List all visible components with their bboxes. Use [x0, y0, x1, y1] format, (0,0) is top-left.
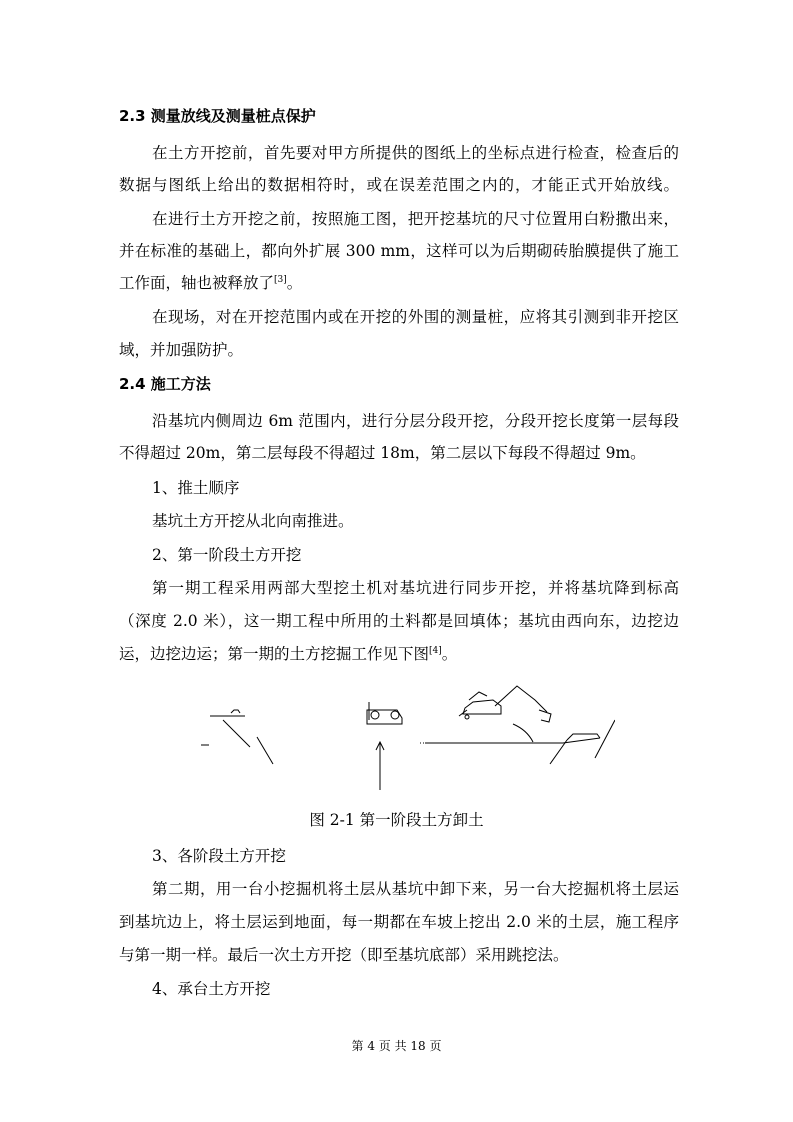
list-item-title: 3、各阶段土方开挖: [152, 847, 286, 865]
paragraph-line: 沿基坑内侧周边 6m 范围内，进行分层分段开挖，分段开挖长度第一层每段: [152, 412, 679, 430]
list-item-title: 1、推土顺序: [152, 479, 240, 497]
slope-line: [223, 720, 250, 747]
citation-ref: [3]: [274, 275, 287, 285]
figure-caption: 图 2-1 第一阶段土方卸土: [309, 811, 484, 829]
earthwork-figure: [195, 680, 615, 798]
paragraph-line: 在土方开挖前，首先要对甲方所提供的图纸上的坐标点进行检查，检查后的: [152, 144, 679, 162]
section-heading-2-4: 2.4 施工方法: [119, 375, 211, 393]
list-item-title: 4、承台土方开挖: [152, 980, 271, 998]
citation-ref: [4]: [429, 646, 442, 656]
dump-truck-icon: [367, 702, 402, 724]
paragraph-line: [119, 644, 679, 664]
paragraph-line: [119, 273, 679, 293]
survey-mark-icon: [231, 710, 240, 713]
slope-line-right: [595, 720, 615, 758]
section-heading-2-3: 2.3 测量放线及测量桩点保护: [119, 107, 316, 125]
paragraph-line: 并在标准的基础上，都向外扩展 300 mm，这样可以为后期砌砖胎膜提供了施工: [119, 242, 679, 260]
paragraph-line: 在进行土方开挖之前，按照施工图，把开挖基坑的尺寸位置用白粉撒出来，: [152, 210, 679, 228]
arrow-up-icon: [376, 742, 384, 790]
paragraph-line: 在现场，对在开挖范围内或在开挖的外围的测量桩，应将其引测到非开挖区: [152, 308, 679, 326]
paragraph-line: 数据与图纸上给出的数据相符时，或在误差范围之内的，才能正式开始放线。: [119, 176, 679, 194]
list-item-title: 2、第一阶段土方开挖: [152, 546, 302, 564]
paragraph-text: 运，边挖边运；第一期的土方挖掘工作见下图: [119, 645, 430, 663]
paragraph-text: 工作面，轴也被释放了: [119, 274, 275, 292]
paragraph-line: 与第一期一样。最后一次土方开挖（即至基坑底部）采用跳挖法。: [119, 946, 569, 964]
paragraph-line: （深度 2.0 米），这一期工程中所用的土料都是回填体；基坑由西向东，边挖边: [119, 612, 679, 630]
paragraph-line: 第二期，用一台小挖掘机将土层从基坑中卸下来，另一台大挖掘机将土层运: [152, 880, 679, 898]
paragraph-line: 基坑土方开挖从北向南推进。: [152, 512, 354, 530]
slope-line: [257, 737, 273, 764]
dig-arc: [513, 724, 533, 742]
paragraph-text: 。: [286, 274, 303, 292]
paragraph-text: 。: [441, 645, 458, 663]
paragraph-line: 不得超过 20m，第二层每段不得超过 18m，第二层以下每段不得超过 9m。: [119, 444, 646, 462]
page-footer: 第 4 页 共 18 页: [351, 1039, 442, 1053]
paragraph-line: 到基坑边上，将土层运到地面，每一期都在车坡上挖出 2.0 米的土层，施工程序: [119, 913, 679, 931]
excavator-icon: [459, 686, 551, 722]
paragraph-line: 第一期工程采用两部大型挖土机对基坑进行同步开挖，并将基坑降到标高: [152, 579, 679, 597]
slope-line-right: [550, 740, 567, 764]
paragraph-line: 域，并加强防护。: [119, 341, 244, 359]
